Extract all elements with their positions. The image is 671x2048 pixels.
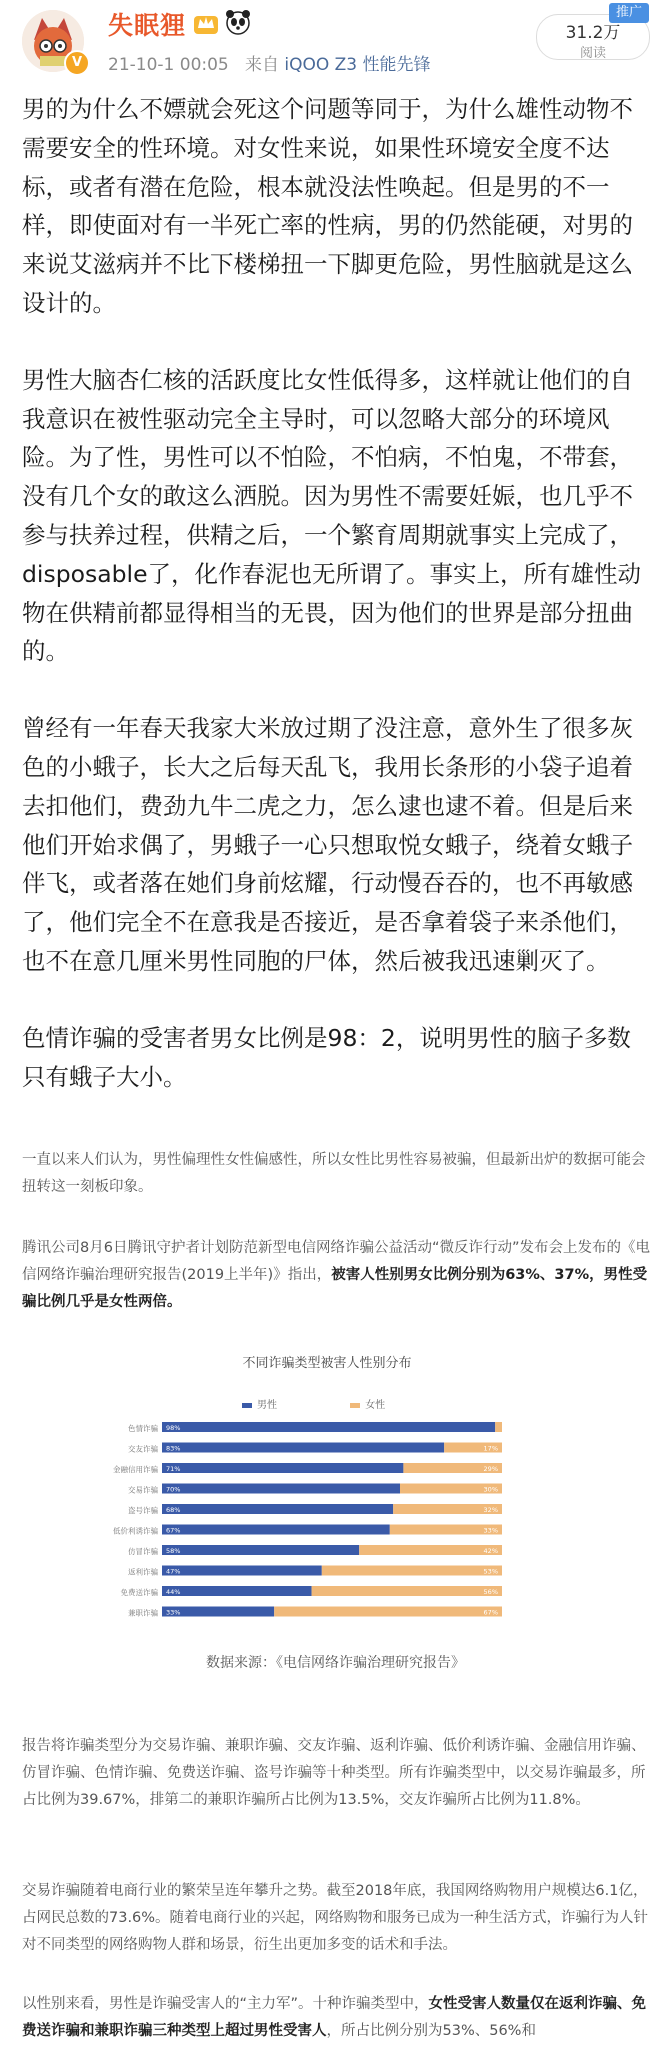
article-paragraph [22,1235,652,1316]
chart-plot [92,1352,562,1652]
value-label-female: 33% [483,1526,498,1535]
category-label: 盗号诈骗 [128,1506,158,1515]
bar-male [162,1545,359,1555]
value-label-male: 47% [166,1567,181,1576]
value-label-male: 44% [166,1588,181,1596]
verified-badge: V [64,50,90,76]
chart-source-note: 数据来源：《电信网络诈骗治理研究报告》 [206,1655,465,1671]
category-label: 色情诈骗 [128,1424,158,1433]
views-count: 31.2万 [565,23,621,43]
value-label-female: 17% [483,1444,498,1453]
legend-item-male: 男性 [242,1396,277,1411]
bar-female [359,1545,502,1555]
value-label-female: 29% [483,1465,498,1473]
promo-badge[interactable]: 推广 [609,3,649,23]
value-label-male: 58% [166,1547,181,1555]
category-label: 兼职诈骗 [128,1608,158,1618]
value-label-female: 67% [483,1608,498,1617]
category-label: 免费送诈骗 [120,1588,158,1597]
category-label: 返利诈骗 [128,1567,158,1577]
views-label: 阅读 [579,46,606,61]
bar-male [162,1463,403,1473]
category-label: 金融信用诈骗 [113,1465,158,1474]
bar-male [162,1504,393,1514]
article-paragraph: 一直以来人们认为，男性偏理性女性偏感性，所以女性比男性容易被骗，但最新出炉的数据可能会扭转这一刻板印象。 [22,1152,646,1195]
post-paragraph: 男性大脑杏仁核的活跃度比女性低得多，这样就让他们的自我意识在被性驱动完全主导时，可以忽略大部分的环境风险。为了性，男性可以不怕险，不怕病，不怕鬼，不带套，没有几个女的敢这么洒脱。因为男性不需要妊娠，也几乎不参与扶养过程，供精之后，一个繁育周期就事实上完成了，disposable了，化作春泥也无所谓了。事实上，所有雄性动物在供精前都显得相当的无畏，因为他们的世界是部分扭曲的。 [22,365,642,666]
source-prefix: 来自 [244,55,279,75]
article-paragraph [22,1991,652,2045]
article-paragraph: 交易诈骗随着电商行业的繁荣呈连年攀升之势。截至2018年底，我国网络购物用户规模达6.1亿，占网民总数的73.6%。随着电商行业的兴起，网络购物和服务已成为一种生活方式，诈骗行为人针对不同类型的网络购物人群和场景，衍生出更加多变的话术和手法。 [22,1883,649,1953]
bar-male [162,1586,312,1596]
value-label-female: 53% [483,1567,498,1576]
post-source-link[interactable]: iQOO Z3 性能先锋 [284,55,431,75]
bar-male [162,1422,495,1432]
legend-item-female: 女性 [350,1396,385,1411]
bar-male [162,1566,322,1576]
value-label-male: 98% [166,1424,181,1432]
category-label: 仿冒诈骗 [128,1547,158,1556]
value-label-female: 56% [483,1588,498,1596]
value-label-male: 83% [166,1444,181,1453]
post-meta [108,50,431,75]
value-label-female: 32% [483,1506,498,1514]
article-paragraph: 报告将诈骗类型分为交易诈骗、兼职诈骗、交友诈骗、返利诈骗、低价利诱诈骗、金融信用诈骗、仿冒诈骗、色情诈骗、免费送诈骗、盗号诈骗等十种类型。所有诈骗类型中，以交易诈骗最多，所占比例为39.67%，排第二的兼职诈骗所占比例为13.5%，交友诈骗所占比例为11.8%。 [22,1738,646,1808]
post-body [22,90,652,1134]
post-header [0,0,671,80]
bar-male [162,1525,390,1535]
article-text: ，所占比例分别为53%、56%和 [326,2023,536,2039]
value-label-male: 67% [166,1526,181,1535]
post-paragraph: 色情诈骗的受害者男女比例是98：2，说明男性的脑子多数只有蛾子大小。 [22,1023,631,1091]
category-label: 低价利诱诈骗 [113,1526,158,1536]
panda-badge-icon[interactable] [224,8,252,36]
bar-female [495,1422,502,1432]
post-paragraph: 男的为什么不嫖就会死这个问题等同于，为什么雄性动物不需要安全的性环境。对女性来说，如果性环境安全度不达标，或者有潜在危险，根本就没法性唤起。但是男的不一样，即使面对有一半死亡率的性病，男的仍然能硬，对男的来说艾滋病并不比下楼梯扭一下脚更危险，男性脑就是这么设计的。 [22,95,633,317]
article-text: 腾讯公司8月6日腾讯守护者计划防范新型电信网络诈骗公益活动“微反诈行动”发布会上发布的《电信网络诈骗治理研究报告(2019上半年)》指出， [22,1240,650,1283]
bar-male [162,1443,444,1453]
post-time: 21-10-1 00:05 [108,55,229,75]
article-text: 以性别来看，男性是诈骗受害人的“主力军”。十种诈骗类型中， [22,1996,429,2012]
category-label: 交易诈骗 [128,1485,158,1495]
value-label-male: 68% [166,1506,181,1514]
bar-female [322,1566,502,1576]
value-label-male: 33% [166,1608,181,1617]
crown-badge-icon[interactable] [192,10,220,36]
chart-title: 不同诈骗类型被害人性别分布 [242,1356,412,1371]
value-label-female: 42% [483,1547,498,1555]
value-label-male: 70% [166,1485,181,1494]
article-highlight: 被害人性别男女比例分别为63%、37%，男性受骗比例几乎是女性两倍。 [22,1267,648,1310]
bar-female [312,1586,502,1596]
gender-distribution-chart [92,1352,562,1652]
article-highlight: 女性受害人数量仅在返利诈骗、免费送诈骗和兼职诈骗三种类型上超过男性受害人 [22,1996,647,2039]
category-label: 交友诈骗 [128,1444,158,1454]
bar-female [274,1607,502,1617]
post-paragraph: 曾经有一年春天我家大米放过期了没注意，意外生了很多灰色的小蛾子，长大之后每天乱飞，我用长条形的小袋子追着去扣他们，费劲九牛二虎之力，怎么逮也逮不着。但是后来他们开始求偶了，男蛾子一心只想取悦女蛾子，绕着女蛾子伴飞，或者落在她们身前炫耀，行动慢吞吞的，也不再敏感了，他们完全不在意我是否接近，是否拿着袋子来杀他们，也不在意几厘米男性同胞的尸体，然后被我迅速剿灭了。 [22,714,633,975]
username[interactable]: 失眠狸 [108,11,187,40]
bar-male [162,1484,400,1494]
value-label-male: 71% [166,1465,181,1473]
value-label-female: 30% [483,1485,498,1494]
